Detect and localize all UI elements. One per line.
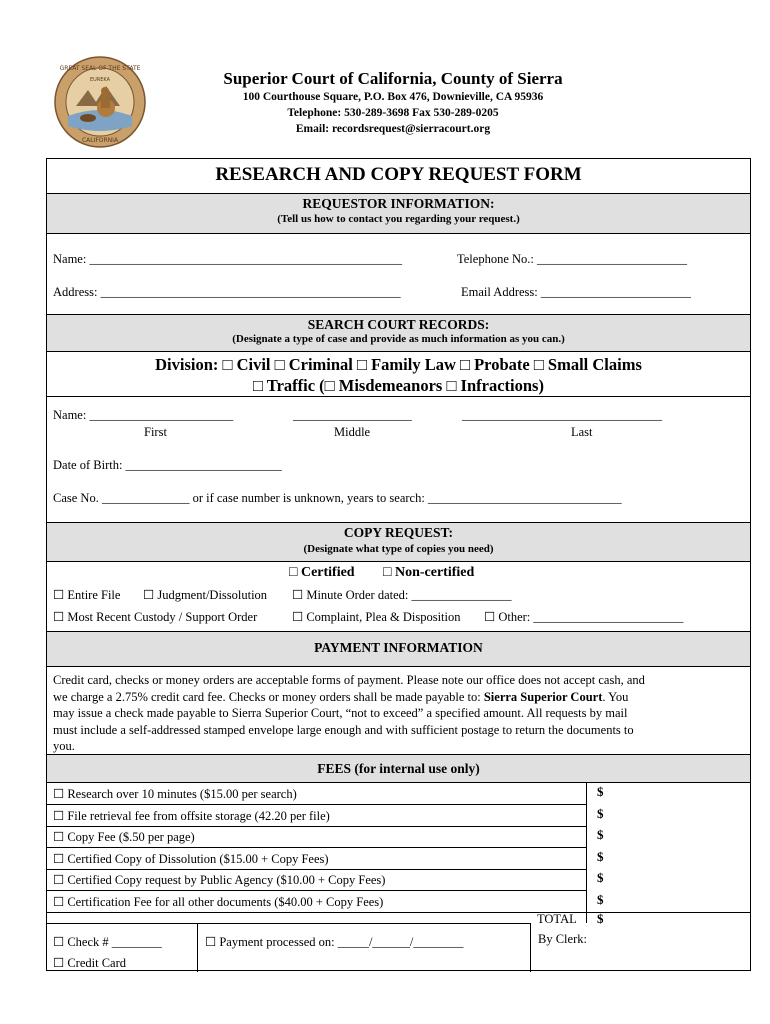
requestor-email-field[interactable]: Email Address: ________________________ <box>461 285 691 299</box>
credit-card-checkbox[interactable]: ☐ Credit Card <box>53 956 126 970</box>
date-of-birth-field[interactable]: Date of Birth: _________________________ <box>53 458 282 472</box>
last-name-label: Last <box>571 425 593 439</box>
division-selector <box>47 351 750 396</box>
court-phone-fax: Telephone: 530-289-3698 Fax 530-289-0205 <box>287 107 499 119</box>
fees-table <box>47 782 750 971</box>
fee-certification-other[interactable]: ☐ Certification Fee for all other documents ($40.00 + Copy Fees) <box>53 895 384 909</box>
case-number-field[interactable]: Case No. ______________ or if case number is unknown, years to search: _______________________________ <box>53 491 622 505</box>
copy-heading: COPY REQUEST: <box>343 525 454 540</box>
requestor-heading: REQUESTOR INFORMATION: <box>302 196 495 211</box>
payment-line-3: may issue a check made payable to Sierra Superior Court, “not to exceed” a specified amount. All requests by mail <box>53 706 628 720</box>
court-address: 100 Courthouse Square, P.O. Box 476, Downieville, CA 95936 <box>242 91 544 103</box>
payment-line-2-post: . You <box>602 689 629 704</box>
case-name-middle-field[interactable]: ___________________ <box>293 408 412 422</box>
division-line-2[interactable]: □ Traffic (□ Misdemeanors □ Infractions) <box>253 376 544 395</box>
fee-research[interactable]: ☐ Research over 10 minutes ($15.00 per search) <box>53 787 297 801</box>
case-name-last-field[interactable]: ________________________________ <box>462 408 662 422</box>
fee-file-retrieval[interactable]: ☐ File retrieval fee from offsite storage (42.20 per file) <box>53 809 330 823</box>
payment-line-1: Credit card, checks or money orders are acceptable forms of payment. Please note our office does not accept cash, and <box>53 673 645 687</box>
payment-line-5: you. <box>53 739 75 753</box>
requestor-subheading: (Tell us how to contact you regarding your request.) <box>277 213 520 225</box>
fee-public-agency[interactable]: ☐ Certified Copy request by Public Agency ($10.00 + Copy Fees) <box>53 873 386 887</box>
payment-info-text <box>53 672 743 755</box>
payment-heading: PAYMENT INFORMATION <box>47 631 750 666</box>
request-form <box>46 158 751 971</box>
california-seal-logo <box>54 56 146 148</box>
payment-line-2 <box>53 689 743 706</box>
payment-line-2-pre: we charge a 2.75% credit card fee. Checks or money orders shall be made payable to: <box>53 689 484 704</box>
search-subheading: (Designate a type of case and provide as much information as you can.) <box>232 333 565 345</box>
check-number-checkbox[interactable]: ☐ Check # ________ <box>53 935 162 949</box>
fee-copy[interactable]: ☐ Copy Fee ($.50 per page) <box>53 830 195 844</box>
total-label: TOTAL <box>537 912 577 926</box>
court-name: Superior Court of California, County of Sierra <box>223 69 563 88</box>
fee-amount-5[interactable]: $ <box>597 870 604 885</box>
minute-order-checkbox[interactable]: ☐ Minute Order dated: ________________ <box>292 588 512 602</box>
division-line-1[interactable]: Division: □ Civil □ Criminal □ Family Law □ Probate □ Small Claims <box>155 355 642 374</box>
requestor-address-field[interactable]: Address: ________________________________________________ <box>53 285 401 299</box>
requestor-fields <box>47 233 750 314</box>
fees-heading: FEES (for internal use only) <box>47 754 750 782</box>
entire-file-checkbox[interactable]: ☐ Entire File <box>53 588 121 602</box>
non-certified-checkbox[interactable]: □ Non-certified <box>383 565 475 580</box>
copy-section-header <box>47 522 750 561</box>
requestor-telephone-field[interactable]: Telephone No.: ________________________ <box>457 252 688 266</box>
fee-amount-1[interactable]: $ <box>597 784 604 799</box>
case-name-first-field[interactable]: Name: _______________________ <box>53 408 234 422</box>
custody-support-order-checkbox[interactable]: ☐ Most Recent Custody / Support Order <box>53 610 258 624</box>
requestor-section-header <box>47 193 750 233</box>
fee-amount-3[interactable]: $ <box>597 827 604 842</box>
fee-amount-6[interactable]: $ <box>597 892 604 907</box>
fee-certified-dissolution[interactable]: ☐ Certified Copy of Dissolution ($15.00 + Copy Fees) <box>53 852 329 866</box>
court-email: Email: recordsrequest@sierracourt.org <box>295 123 491 135</box>
other-copy-checkbox[interactable]: ☐ Other: ________________________ <box>484 610 684 624</box>
copy-subheading: (Designate what type of copies you need) <box>303 543 494 555</box>
certified-checkbox[interactable]: □ Certified <box>289 565 355 580</box>
seal-bottom-text: CALIFORNIA <box>81 137 119 144</box>
payment-info-box <box>47 666 750 754</box>
seal-motto: EUREKA <box>89 77 111 83</box>
fee-amount-2[interactable]: $ <box>597 806 604 821</box>
copy-options <box>47 561 750 631</box>
case-search-fields <box>47 396 750 522</box>
fee-amount-4[interactable]: $ <box>597 849 604 864</box>
form-title: RESEARCH AND COPY REQUEST FORM <box>215 164 582 185</box>
payment-processed-field[interactable]: ☐ Payment processed on: _____/______/________ <box>205 935 464 949</box>
complaint-plea-checkbox[interactable]: ☐ Complaint, Plea & Disposition <box>292 610 461 624</box>
payee-name: Sierra Superior Court <box>483 689 603 704</box>
first-name-label: First <box>144 425 167 439</box>
search-section-header <box>47 314 750 351</box>
by-clerk-field[interactable]: By Clerk: <box>538 932 587 946</box>
search-heading: SEARCH COURT RECORDS: <box>307 317 490 332</box>
requestor-name-field[interactable]: Name: __________________________________________________ <box>53 252 402 266</box>
payment-line-4: must include a self-addressed stamped envelope large enough and with sufficient postage to return the documents to <box>53 722 634 737</box>
middle-name-label: Middle <box>334 425 371 439</box>
judgment-dissolution-checkbox[interactable]: ☐ Judgment/Dissolution <box>143 588 268 602</box>
seal-top-text: GREAT SEAL OF THE STATE <box>59 65 141 72</box>
total-amount[interactable]: $ <box>597 911 604 926</box>
